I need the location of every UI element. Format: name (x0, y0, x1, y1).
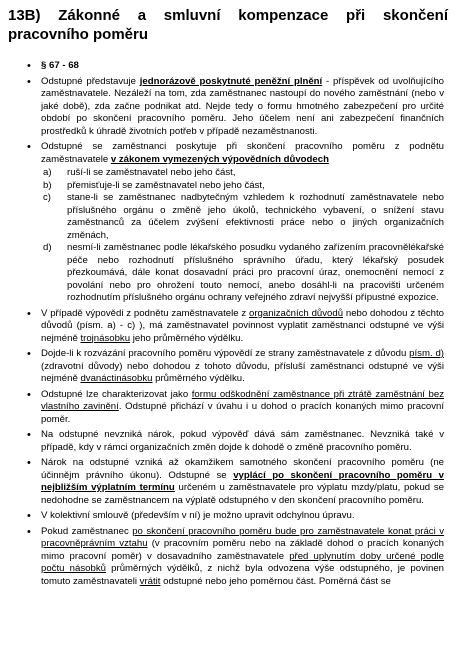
reason-item (41, 167, 444, 180)
text-run: Odstupné představuje (41, 75, 140, 87)
text-run: před uplynutím doby určené podle počtu násobků (41, 550, 444, 574)
text-run: Odstupné lze charakterizovat jako (41, 388, 192, 400)
text-run: . Odstupné přichází v úvahu i u dohod o pracích konaných mimo pracovní poměr. (41, 401, 444, 425)
text-run: jeho průměrného výdělku. (130, 332, 244, 344)
text-run: (v pracovním poměru nebo na základě dohod o pracích konaných mimo pracovní poměr) v dosavadního zaměstnavatele (41, 538, 444, 562)
text-run: V kolektivní smlouvě (především v ní) je možno upravit odchylnou úpravu. (41, 510, 355, 521)
reason-text: nesmí-li zaměstnanec podle lékařského posudku vydaného zařízením pracovnělékařské péče nebo rozhodnutí příslušného správního úřadu, který lékařský posudek přezkoumává, dále konat dosavadní práci pro pracovní úraz, onemocnění nemocí z povolání nebo pro ohrožení touto nemocí, anebo dosáhl-li na pracovišti určeném rozhodnutím příslušného orgánu ochrany veřejného zdraví nejvyšší přípustné expozice. (67, 242, 444, 303)
reason-text: ruší-li se zaměstnavatel nebo jeho část, (67, 167, 236, 178)
section-heading: 13B) Zákonné a smluvní kompenzace při skončení pracovního poměru (8, 7, 448, 43)
text-run: formu odškodnění zaměstnance při ztrátě zaměstnání bez vlastního zavinění (41, 388, 444, 412)
bullet-list (0, 60, 456, 591)
bullet-item (0, 457, 456, 507)
text-run: průměrného výdělku. (152, 373, 245, 384)
bullet-item (0, 308, 456, 346)
text-run: nebo dohodou z těchto důvodů (písm. a) - c) ), má zaměstnavatel povinnost vyplatit zaměstnanci odstupné ve výši nejméně (41, 307, 444, 344)
text-run: Nárok na odstupné vzniká až okamžikem samotného skončení pracovního poměru (ne účinnějm právního úkonu). Odstupné se (41, 457, 444, 481)
text-run: vyplácí po skončení pracovního poměru v nejbližším výplatním termínu (41, 469, 444, 493)
bullet-item (0, 510, 456, 523)
text-run: Odstupné se zaměstnanci poskytuje při skončení pracovního poměru z podnětu zaměstnavatele (41, 141, 444, 165)
text-run: Na odstupné nevzniká nárok, pokud výpověď dává sám zaměstnanec. Nevzniká také v případě, kdy v rámci organizačních změn dojde k dohodě o změně pracovního poměru. (41, 429, 444, 453)
text-run: organizačních důvodů (249, 307, 344, 319)
text-run: § 67 - 68 (41, 60, 79, 71)
reason-marker: c) (43, 192, 51, 203)
reason-item (41, 242, 444, 305)
text-run: dvanáctinásobku (80, 373, 153, 384)
bullet-item (0, 141, 456, 305)
reason-item (41, 180, 444, 193)
bullet-item (0, 76, 456, 139)
text-run: v zákonem vymezených výpovědních důvodech (110, 153, 329, 165)
text-run: trojnásobku (80, 332, 131, 344)
reason-marker: d) (43, 242, 52, 253)
bullet-item (0, 60, 456, 73)
text-run: vrátit (139, 575, 161, 587)
reason-item (41, 192, 444, 242)
reason-marker: a) (43, 167, 52, 178)
text-run: Pokud zaměstnanec (41, 525, 133, 537)
text-run: Dojde-li k rozvázání pracovního poměru výpovědí ze strany zaměstnavatele z důvodu (41, 348, 410, 359)
bullet-item (0, 389, 456, 427)
text-run: (zdravotní důvody) nebo dohodou z tohoto důvodu, přísluší zaměstnanci odstupné ve výši nejméně (41, 360, 444, 384)
reason-text: přemisťuje-li se zaměstnavatel nebo jeho část, (67, 179, 265, 191)
bullet-item (0, 526, 456, 589)
reason-text: stane-li se zaměstnanec nadbytečným vzhledem k rozhodnutí zaměstnavatele nebo příslušného orgánu o změně jeho úkolů, technického vybavení, o snížení stavu zaměstnanců za účelem zvýšení efektivnosti práce nebo o jiných organizačních změnách, (67, 192, 444, 241)
reason-marker: b) (43, 179, 52, 191)
bullet-item (0, 348, 456, 386)
reason-list (41, 167, 444, 305)
bullet-item (0, 429, 456, 454)
text-run: průměrných výdělků, z nichž byla odvozena výše odstupného, je povinen tomuto zaměstnavateli (41, 563, 445, 587)
text-run: - příspěvek od uvolňujícího zaměstnavatele. Nezáleží na tom, zda zaměstnanec nastoupí do nového zaměstnání (nebo v jaké době), zda začne podnikat atd. Nejde tedy o formu hmotného zabezpečení pro určité období po skončení pracovního poměru. Jeho účelem není ani zabezpečení finančních prostředků k úhradě životních potřeb v případě nezaměstnanosti. (41, 75, 444, 137)
text-run: V případě výpovědi z podnětu zaměstnavatele z (41, 307, 250, 319)
text-run: po skončení pracovního poměru bude pro zaměstnavatele konat práci v pracovněprávním vztahu (41, 525, 444, 549)
text-run: jednorázově poskytnuté peněžní plnění (139, 75, 323, 87)
text-run: odstupné nebo jeho poměrnou část. Poměrná část se (160, 575, 391, 587)
text-run: písm. d) (409, 348, 444, 359)
text-run: určeném u zaměstnavatele pro výplatu mzdy/platu, pokud se nedohodne se zaměstnancem na výplatě odstupného v den skončení pracovního poměru. (41, 482, 444, 506)
